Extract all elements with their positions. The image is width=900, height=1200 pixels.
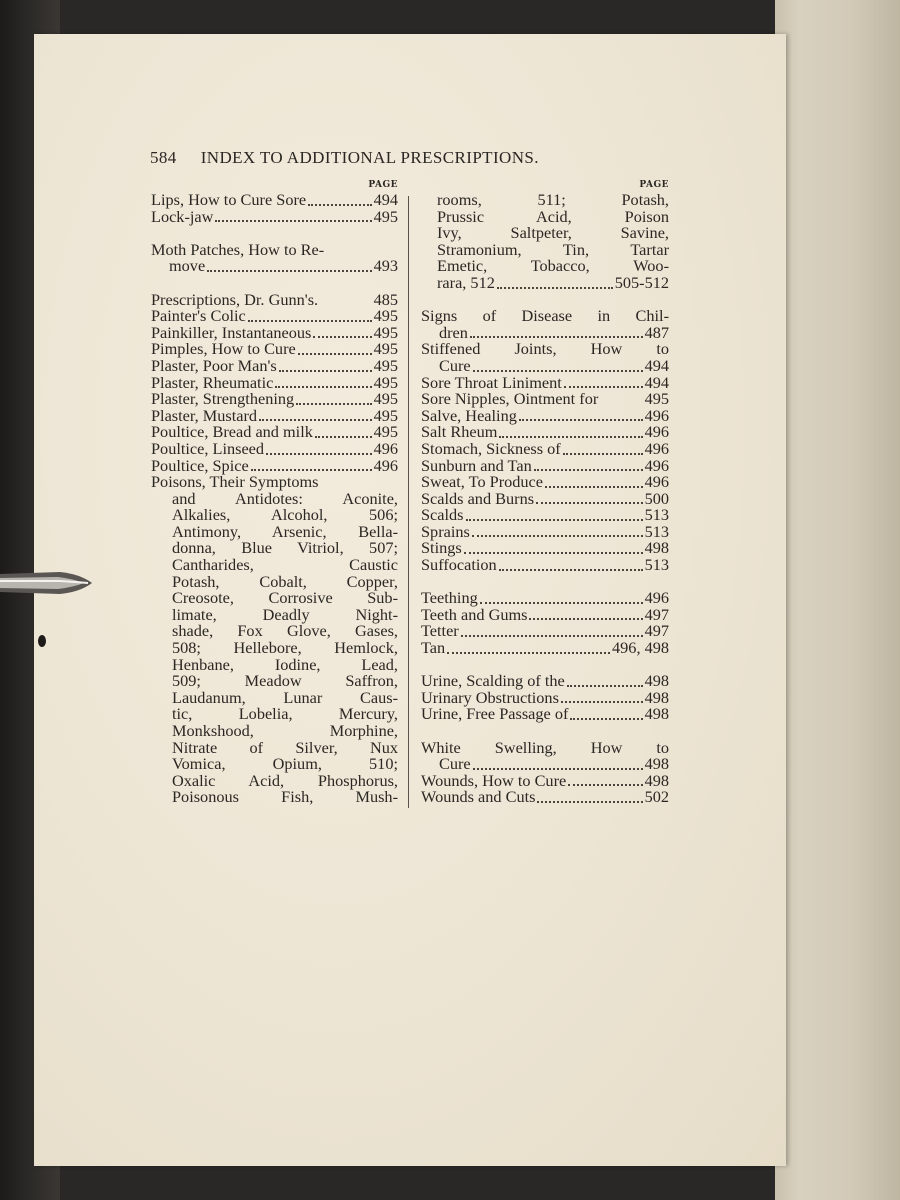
index-entry: Tan 496, 498 — [421, 638, 669, 658]
index-entry: Tetter 497 — [421, 621, 669, 641]
index-entry-line: Potash, Cobalt, Copper, — [172, 571, 398, 591]
index-entry: Cure 498 — [439, 754, 669, 774]
index-entry-line: tic, Lobelia, Mercury, — [172, 704, 398, 724]
index-entry: Plaster, Poor Man's 495 — [151, 355, 398, 375]
index-entry-line: Laudanum, Lunar Caus- — [172, 687, 398, 707]
index-entry: Prescriptions, Dr. Gunn's. 485 — [151, 289, 398, 309]
index-entry-line: Poisons, Their Symptoms — [151, 472, 319, 492]
index-entry: Plaster, Rheumatic 495 — [151, 372, 398, 392]
index-entry-line: Prussic Acid, Poison — [437, 206, 669, 226]
index-entry: Plaster, Mustard 495 — [151, 405, 398, 425]
index-entry-line: Emetic, Tobacco, Woo- — [437, 256, 669, 276]
index-entry: Poultice, Spice 496 — [151, 455, 398, 475]
index-entry-line: Antimony, Arsenic, Bella- — [172, 521, 398, 541]
index-entry: Poultice, Linseed 496 — [151, 438, 398, 458]
index-entry: Scalds and Burns 500 — [421, 488, 669, 508]
index-entry: Painkiller, Instantaneous 495 — [151, 322, 398, 342]
index-entry-line: White Swelling, How to — [421, 737, 669, 757]
column-divider — [408, 196, 409, 808]
index-entry: Salve, Healing 496 — [421, 405, 669, 425]
index-entry-line: shade, Fox Glove, Gases, — [172, 621, 398, 641]
page-number: 584 — [150, 148, 177, 167]
index-entry-line: Poisonous Fish, Mush- — [172, 787, 398, 807]
index-entry: Stings 498 — [421, 538, 669, 558]
index-entry-line: Ivy, Saltpeter, Savine, — [437, 223, 669, 243]
index-entry: Sweat, To Produce 496 — [421, 472, 669, 492]
index-entry-line: Henbane, Iodine, Lead, — [172, 654, 398, 674]
index-entry: rara, 512 505-512 — [437, 272, 669, 292]
index-entry: Urine, Scalding of the 498 — [421, 671, 669, 691]
index-entry: Pimples, How to Cure 495 — [151, 339, 398, 359]
index-column-left — [151, 178, 398, 806]
page-header — [150, 148, 670, 168]
index-entry-line: Stramonium, Tin, Tartar — [437, 239, 669, 259]
index-column-right — [421, 178, 669, 806]
index-entry: Lips, How to Cure Sore 494 — [151, 190, 398, 209]
index-entry: Lock-jaw 495 — [151, 206, 398, 226]
index-entry-line: Oxalic Acid, Phosphorus, — [172, 770, 398, 790]
index-entry: Poultice, Bread and milk 495 — [151, 422, 398, 442]
index-entry-line: and Antidotes: Aconite, — [172, 488, 398, 508]
index-entry-line: donna, Blue Vitriol, 507; — [172, 538, 398, 558]
index-entry-line: Monkshood, Morphine, — [172, 721, 398, 740]
book-page — [34, 34, 786, 1166]
page-title: INDEX TO ADDITIONAL PRESCRIPTIONS. — [200, 148, 539, 167]
index-entry: Teeth and Gums 497 — [421, 604, 669, 624]
next-page-edge — [775, 0, 900, 1200]
index-entry: Stomach, Sickness of 496 — [421, 438, 669, 458]
index-entry-line: rooms, 511; Potash, — [437, 190, 669, 209]
index-entry-line: 509; Meadow Saffron, — [172, 671, 398, 691]
index-entry: Scalds 513 — [421, 505, 669, 525]
index-entry: Sprains 513 — [421, 521, 669, 541]
index-entry: Painter's Colic 495 — [151, 306, 398, 326]
index-entry: Wounds and Cuts 502 — [421, 787, 669, 807]
index-entry: Sunburn and Tan 496 — [421, 455, 669, 475]
index-entry: Teething 496 — [421, 588, 669, 608]
index-entry-line: Nitrate of Silver, Nux — [172, 737, 398, 757]
index-entry-line: Vomica, Opium, 510; — [172, 754, 398, 774]
binding-hole — [38, 635, 46, 647]
page-column-label: PAGE — [368, 180, 398, 190]
index-entry: Plaster, Strengthening 495 — [151, 389, 398, 409]
index-entry: Sore Throat Liniment 494 — [421, 372, 669, 392]
index-entry: Urine, Free Passage of 498 — [421, 704, 669, 724]
index-entry: Cure 494 — [439, 355, 669, 375]
pen-tip-icon — [0, 568, 92, 598]
index-entry: Sore Nipples, Ointment for 495 — [421, 389, 669, 409]
index-entry: Wounds, How to Cure 498 — [421, 770, 669, 790]
index-entry-line: Alkalies, Alcohol, 506; — [172, 505, 398, 525]
index-entry-line: 508; Hellebore, Hemlock, — [172, 638, 398, 658]
index-entry: move 493 — [169, 256, 398, 276]
index-entry: Urinary Obstructions 498 — [421, 687, 669, 707]
index-entry: Salt Rheum 496 — [421, 422, 669, 442]
index-entry: Suffocation 513 — [421, 555, 669, 575]
index-entry: dren 487 — [439, 322, 669, 342]
page-column-label: PAGE — [639, 180, 669, 190]
index-entry-line: Signs of Disease in Chil- — [421, 306, 669, 326]
index-entry-line: Moth Patches, How to Re- — [151, 239, 325, 259]
index-entry-line: Creosote, Corrosive Sub- — [172, 588, 398, 608]
index-entry-line: Cantharides, Caustic — [172, 555, 398, 575]
index-entry-line: limate, Deadly Night- — [172, 604, 398, 624]
index-entry-line: Stiffened Joints, How to — [421, 339, 669, 359]
